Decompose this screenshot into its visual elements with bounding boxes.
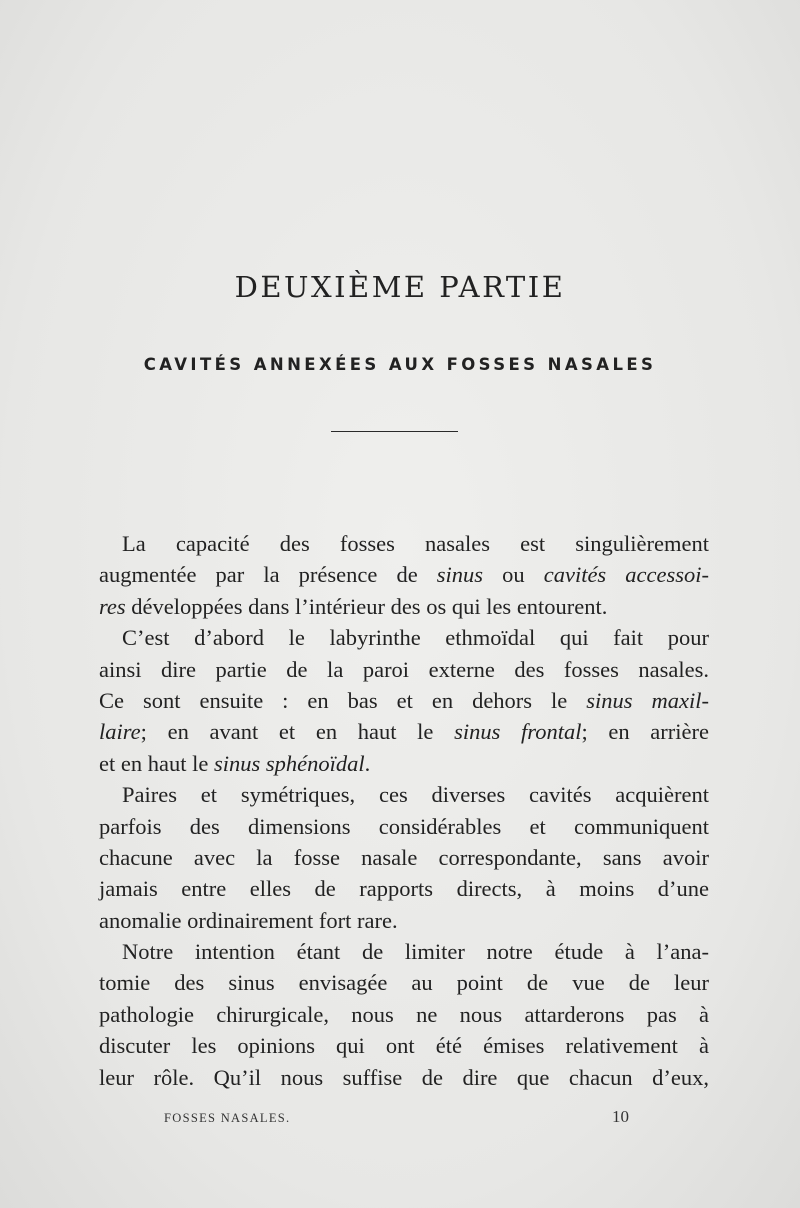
text-line: Ce sont ensuite : en bas et en dehors le sinus maxil- <box>99 687 709 713</box>
text-line: jamais entre elles de rapports directs, à moins d’une <box>99 876 709 902</box>
text-line: chacune avec la fosse nasale correspondante, sans avoir <box>99 844 709 870</box>
text-line: augmentée par la présence de sinus ou cavités accessoi- <box>99 562 709 588</box>
signature-number: 10 <box>612 1107 629 1126</box>
text-line: Paires et symétriques, ces diverses cavités acquièrent <box>122 782 709 808</box>
text-line: C’est d’abord le labyrinthe ethmoïdal qui fait pour <box>122 625 709 651</box>
text-line: pathologie chirurgicale, nous ne nous attarderons pas à <box>99 1001 709 1027</box>
running-footer-title: FOSSES NASALES. <box>164 1111 291 1125</box>
text-line: ainsi dire partie de la paroi externe des fosses nasales. <box>99 656 709 682</box>
body-text <box>99 528 709 1093</box>
text-line: La capacité des fosses nasales est singulièrement <box>122 531 709 556</box>
text-line: leur rôle. Qu’il nous suffise de dire que chacun d’eux, <box>99 1064 709 1090</box>
text-line: parfois des dimensions considérables et communiquent <box>99 813 709 839</box>
text-line: res développées dans l’intérieur des os qui les entourent. <box>99 593 608 619</box>
text-line: Notre intention étant de limiter notre étude à l’ana- <box>122 939 709 965</box>
text-line: discuter les opinions qui ont été émises relativement à <box>99 1033 709 1059</box>
part-subtitle: CAVITÉS ANNEXÉES AUX FOSSES NASALES <box>143 355 657 374</box>
text-line: laire; en avant et en haut le sinus frontal; en arrière <box>99 719 709 745</box>
part-title: DEUXIÈME PARTIE <box>234 270 566 304</box>
text-line: et en haut le sinus sphénoïdal. <box>99 750 371 776</box>
title-rule <box>331 431 458 432</box>
text-line: anomalie ordinairement fort rare. <box>99 907 398 933</box>
text-line: tomie des sinus envisagée au point de vue de leur <box>99 970 709 996</box>
